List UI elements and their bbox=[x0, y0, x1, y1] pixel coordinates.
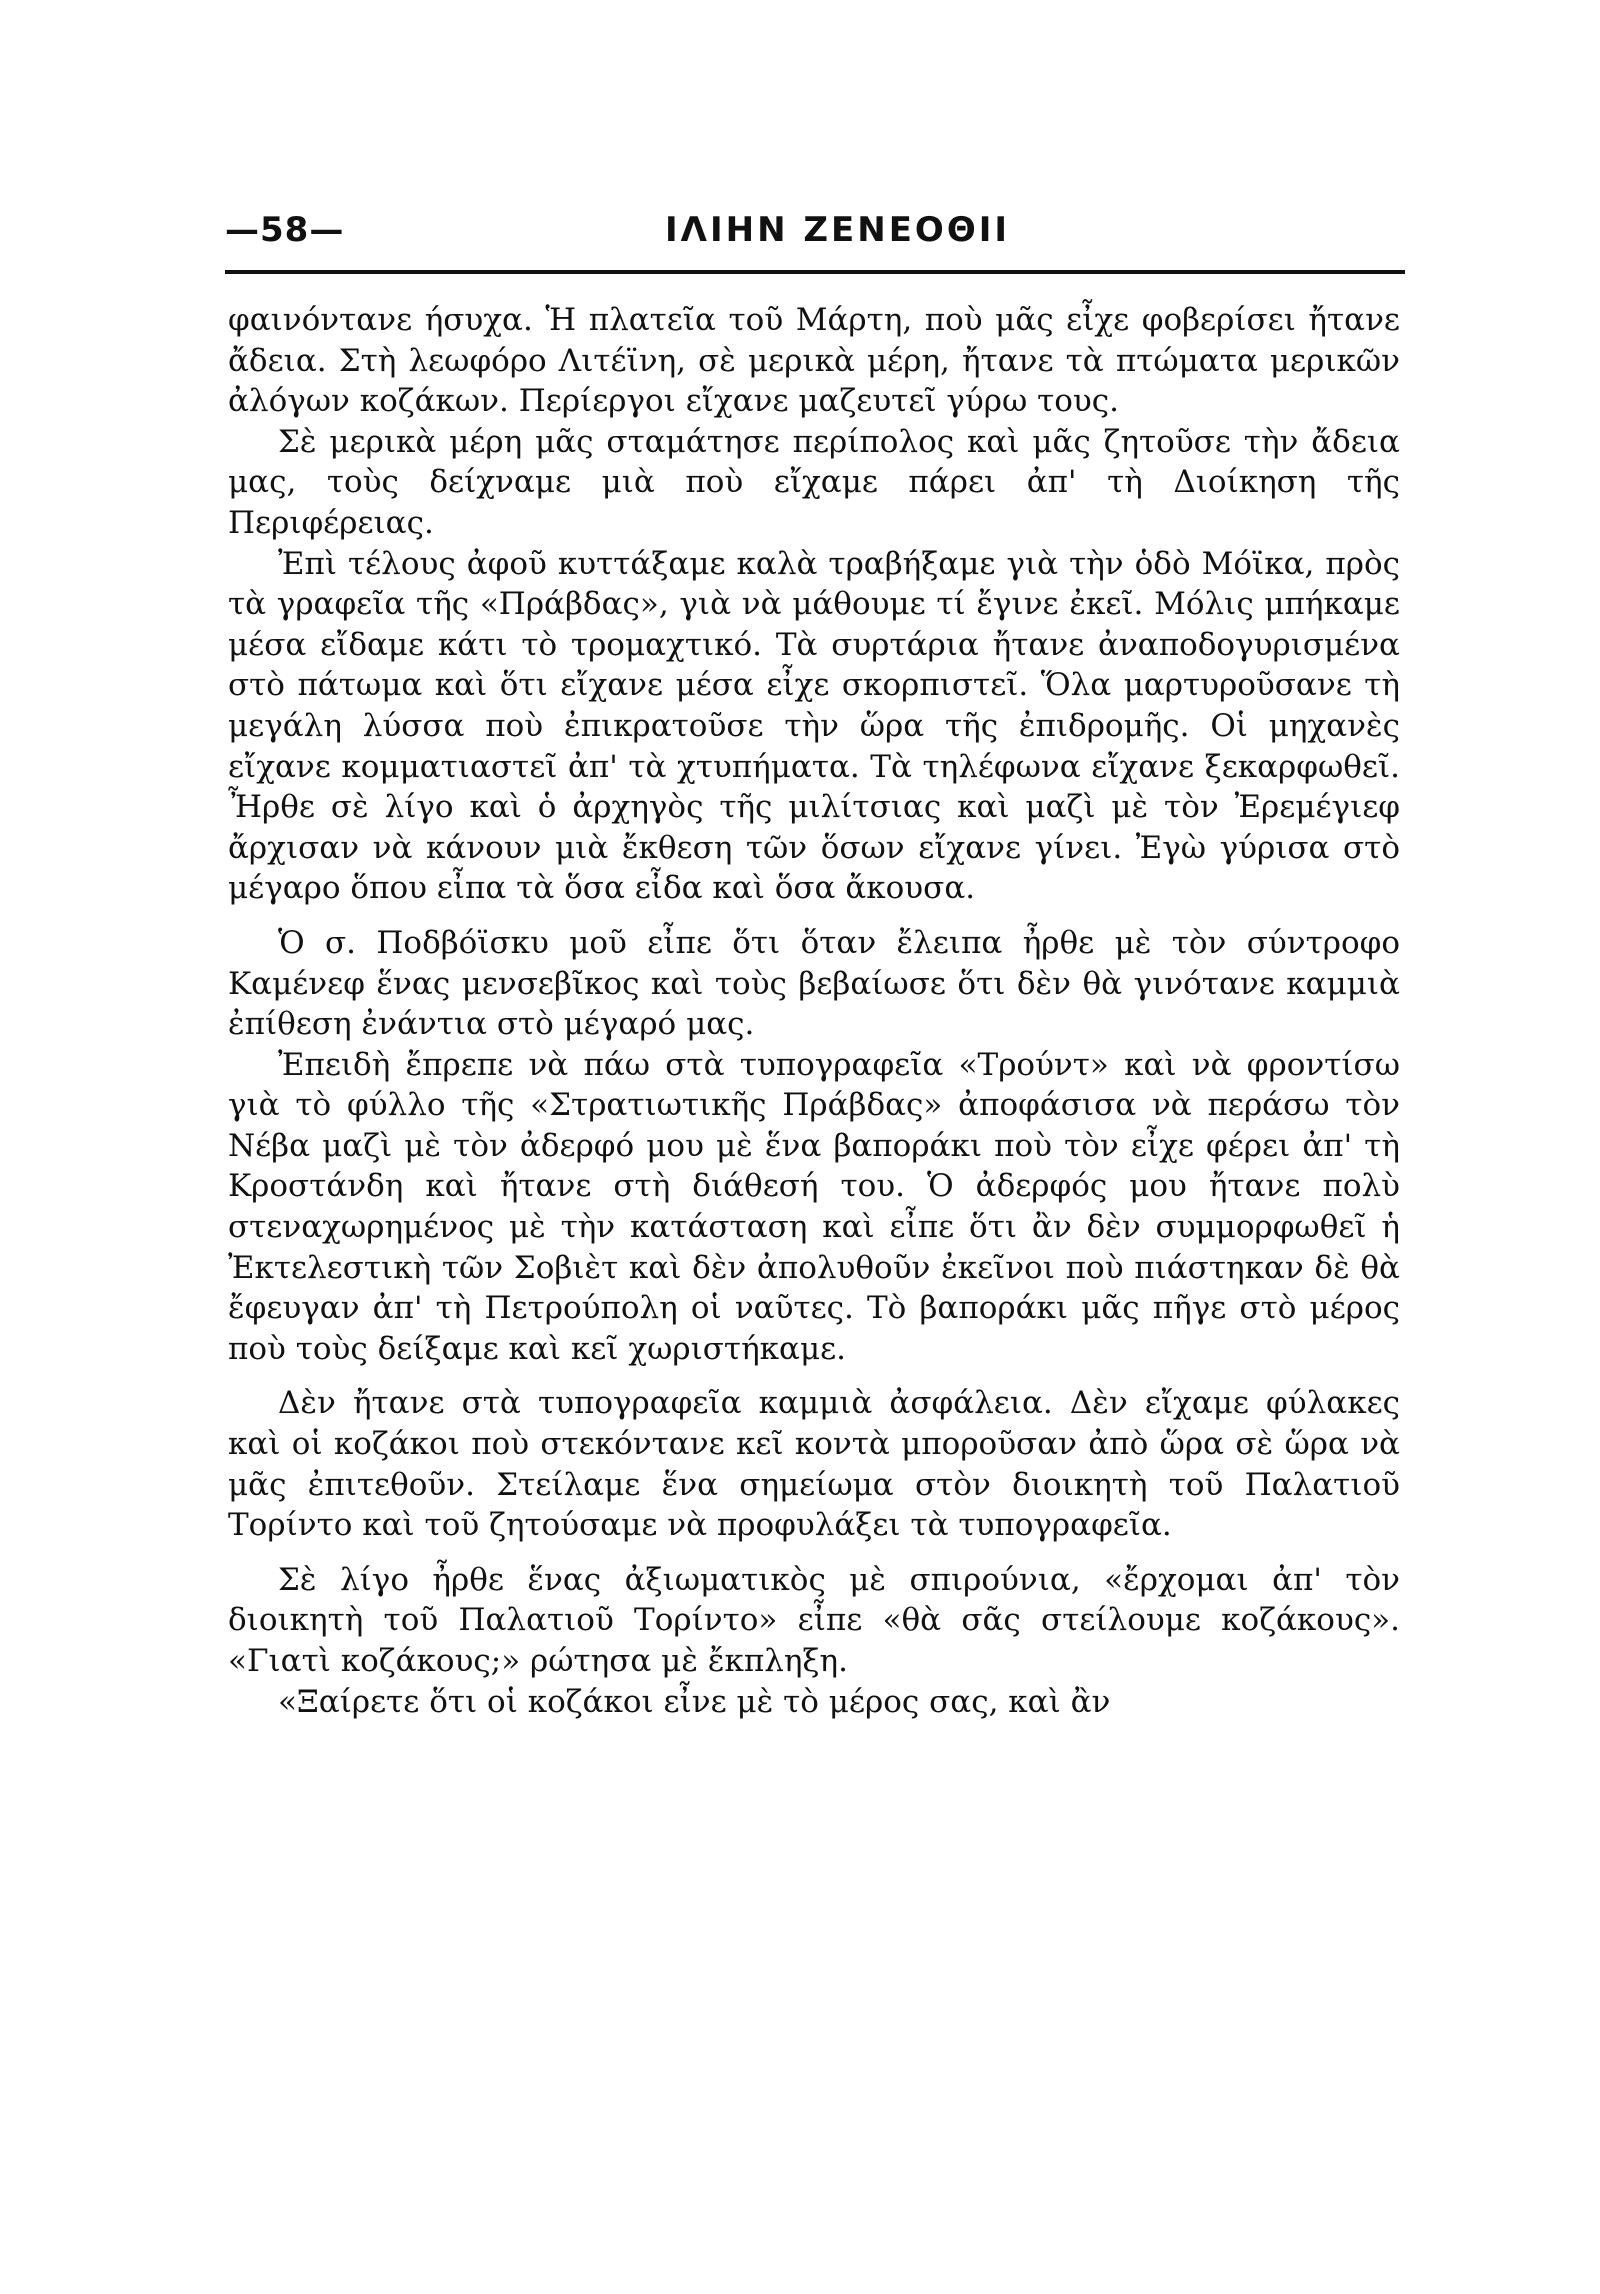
header-rule bbox=[225, 270, 1405, 274]
paragraph: Ἐπειδὴ ἔπρεπε νὰ πάω στὰ τυπογραφεῖα «Τρούντ» καὶ νὰ φροντίσω γιὰ τὸ φύλλο τῆς «Στρατιωτικῆς Πράβδας» ἀποφάσισα νὰ περάσω τὸν Νέβα μαζὶ μὲ τὸν ἀδερφό μου μὲ ἕνα βαποράκι ποὺ τὸν εἶχε φέρει ἀπ' τὴ Κροστάνδη καὶ ἤτανε στὴ διάθεσή του. Ὁ ἀδερφός μου ἤτανε πολὺ στεναχωρημένος μὲ τὴν κατάσταση καὶ εἶπε ὅτι ἂν δὲν συμμορφωθεῖ ἡ Ἐκτελεστικὴ τῶν Σοβιὲτ καὶ δὲν ἀπολυθοῦν ἐκεῖνοι ποὺ πιάστηκαν δὲ θὰ ἔφευγαν ἀπ' τὴ Πετρούπολη οἱ ναῦτες. Τὸ βαποράκι μᾶς πῆγε στὸ μέρος ποὺ τοὺς δείξαμε καὶ κεῖ χωριστήκαμε. bbox=[228, 1046, 1400, 1367]
page-number: —58— bbox=[225, 210, 345, 250]
paragraph: Δὲν ἤτανε στὰ τυπογραφεῖα καμμιὰ ἀσφάλεια. Δὲν εἴχαμε φύλακες καὶ οἱ κοζάκοι ποὺ στεκόντανε κεῖ κοντὰ μποροῦσαν ἀπὸ ὥρα σὲ ὥρα νὰ μᾶς ἐπιτεθοῦν. Στείλαμε ἕνα σημείωμα στὸν διοικητὴ τοῦ Παλατιοῦ Τορίντο καὶ τοῦ ζητούσαμε νὰ προφυλάξει τὰ τυπογραφεῖα. bbox=[228, 1385, 1400, 1544]
running-head: ΙΛΙΗΝ ΖΕΝΕΟΘΙΙ bbox=[665, 210, 1011, 250]
paragraph: Σὲ λίγο ἦρθε ἕνας ἀξιωματικὸς μὲ σπιρούνια, «ἔρχομαι ἀπ' τὸν διοικητὴ τοῦ Παλατιοῦ Τορίντο» εἶπε «θὰ σᾶς στείλουμε κοζάκους». «Γιατὶ κοζάκους;» ρώτησα μὲ ἔκπληξη. bbox=[228, 1561, 1400, 1679]
body-text bbox=[228, 300, 1400, 1722]
page-header bbox=[225, 200, 1405, 260]
paragraph: Ἐπὶ τέλους ἀφοῦ κυττάξαμε καλὰ τραβήξαμε γιὰ τὴν ὁδὸ Μόϊκα, πρὸς τὰ γραφεῖα τῆς «Πράβδας», γιὰ νὰ μάθουμε τί ἔγινε ἐκεῖ. Μόλις μπήκαμε μέσα εἴδαμε κάτι τὸ τρομαχτικό. Τὰ συρτάρια ἤτανε ἀναποδογυρισμένα στὸ πάτωμα καὶ ὅτι εἴχανε μέσα εἶχε σκορπιστεῖ. Ὅλα μαρτυροῦσανε τὴ μεγάλη λύσσα ποὺ ἐπικρατοῦσε τὴν ὥρα τῆς ἐπιδρομῆς. Οἱ μηχανὲς εἴχανε κομματιαστεῖ ἀπ' τὰ χτυπήματα. Τὰ τηλέφωνα εἴχανε ξεκαρφωθεῖ. Ἦρθε σὲ λίγο καὶ ὁ ἀρχηγὸς τῆς μιλίτσιας καὶ μαζὶ μὲ τὸν Ἐρεμέγιεφ ἄρχισαν νὰ κάνουν μιὰ ἔκθεση τῶν ὅσων εἴχανε γίνει. Ἐγὼ γύρισα στὸ μέγαρο ὅπου εἶπα τὰ ὅσα εἶδα καὶ ὅσα ἄκουσα. bbox=[228, 545, 1400, 907]
paragraph: φαινόντανε ήσυχα. Ἡ πλατεῖα τοῦ Μάρτη, ποὺ μᾶς εἶχε φοβερίσει ἤτανε ἄδεια. Στὴ λεωφόρο Λιτέϊνη, σὲ μερικὰ μέρη, ἤτανε τὰ πτώματα μερικῶν ἀλόγων κοζάκων. Περίεργοι εἴχανε μαζευτεῖ γύρω τους. bbox=[228, 302, 1400, 420]
paragraph: «Ξαίρετε ὅτι οἱ κοζάκοι εἶνε μὲ τὸ μέρος σας, καὶ ἂν bbox=[278, 1683, 1111, 1720]
paragraph: Ὁ σ. Ποδβόϊσκυ μοῦ εἶπε ὅτι ὅταν ἔλειπα ἦρθε μὲ τὸν σύντροφο Καμένεφ ἕνας μενσεβῖκος καὶ τοὺς βεβαίωσε ὅτι δὲν θὰ γινότανε καμμιὰ ἐπίθεση ἐνάντια στὸ μέγαρό μας. bbox=[228, 924, 1400, 1043]
paragraph: Σὲ μερικὰ μέρη μᾶς σταμάτησε περίπολος καὶ μᾶς ζητοῦσε τὴν ἄδεια μας, τοὺς δείχναμε μιὰ ποὺ εἴχαμε πάρει ἀπ' τὴ Διοίκηση τῆς Περιφέρειας. bbox=[228, 423, 1400, 541]
